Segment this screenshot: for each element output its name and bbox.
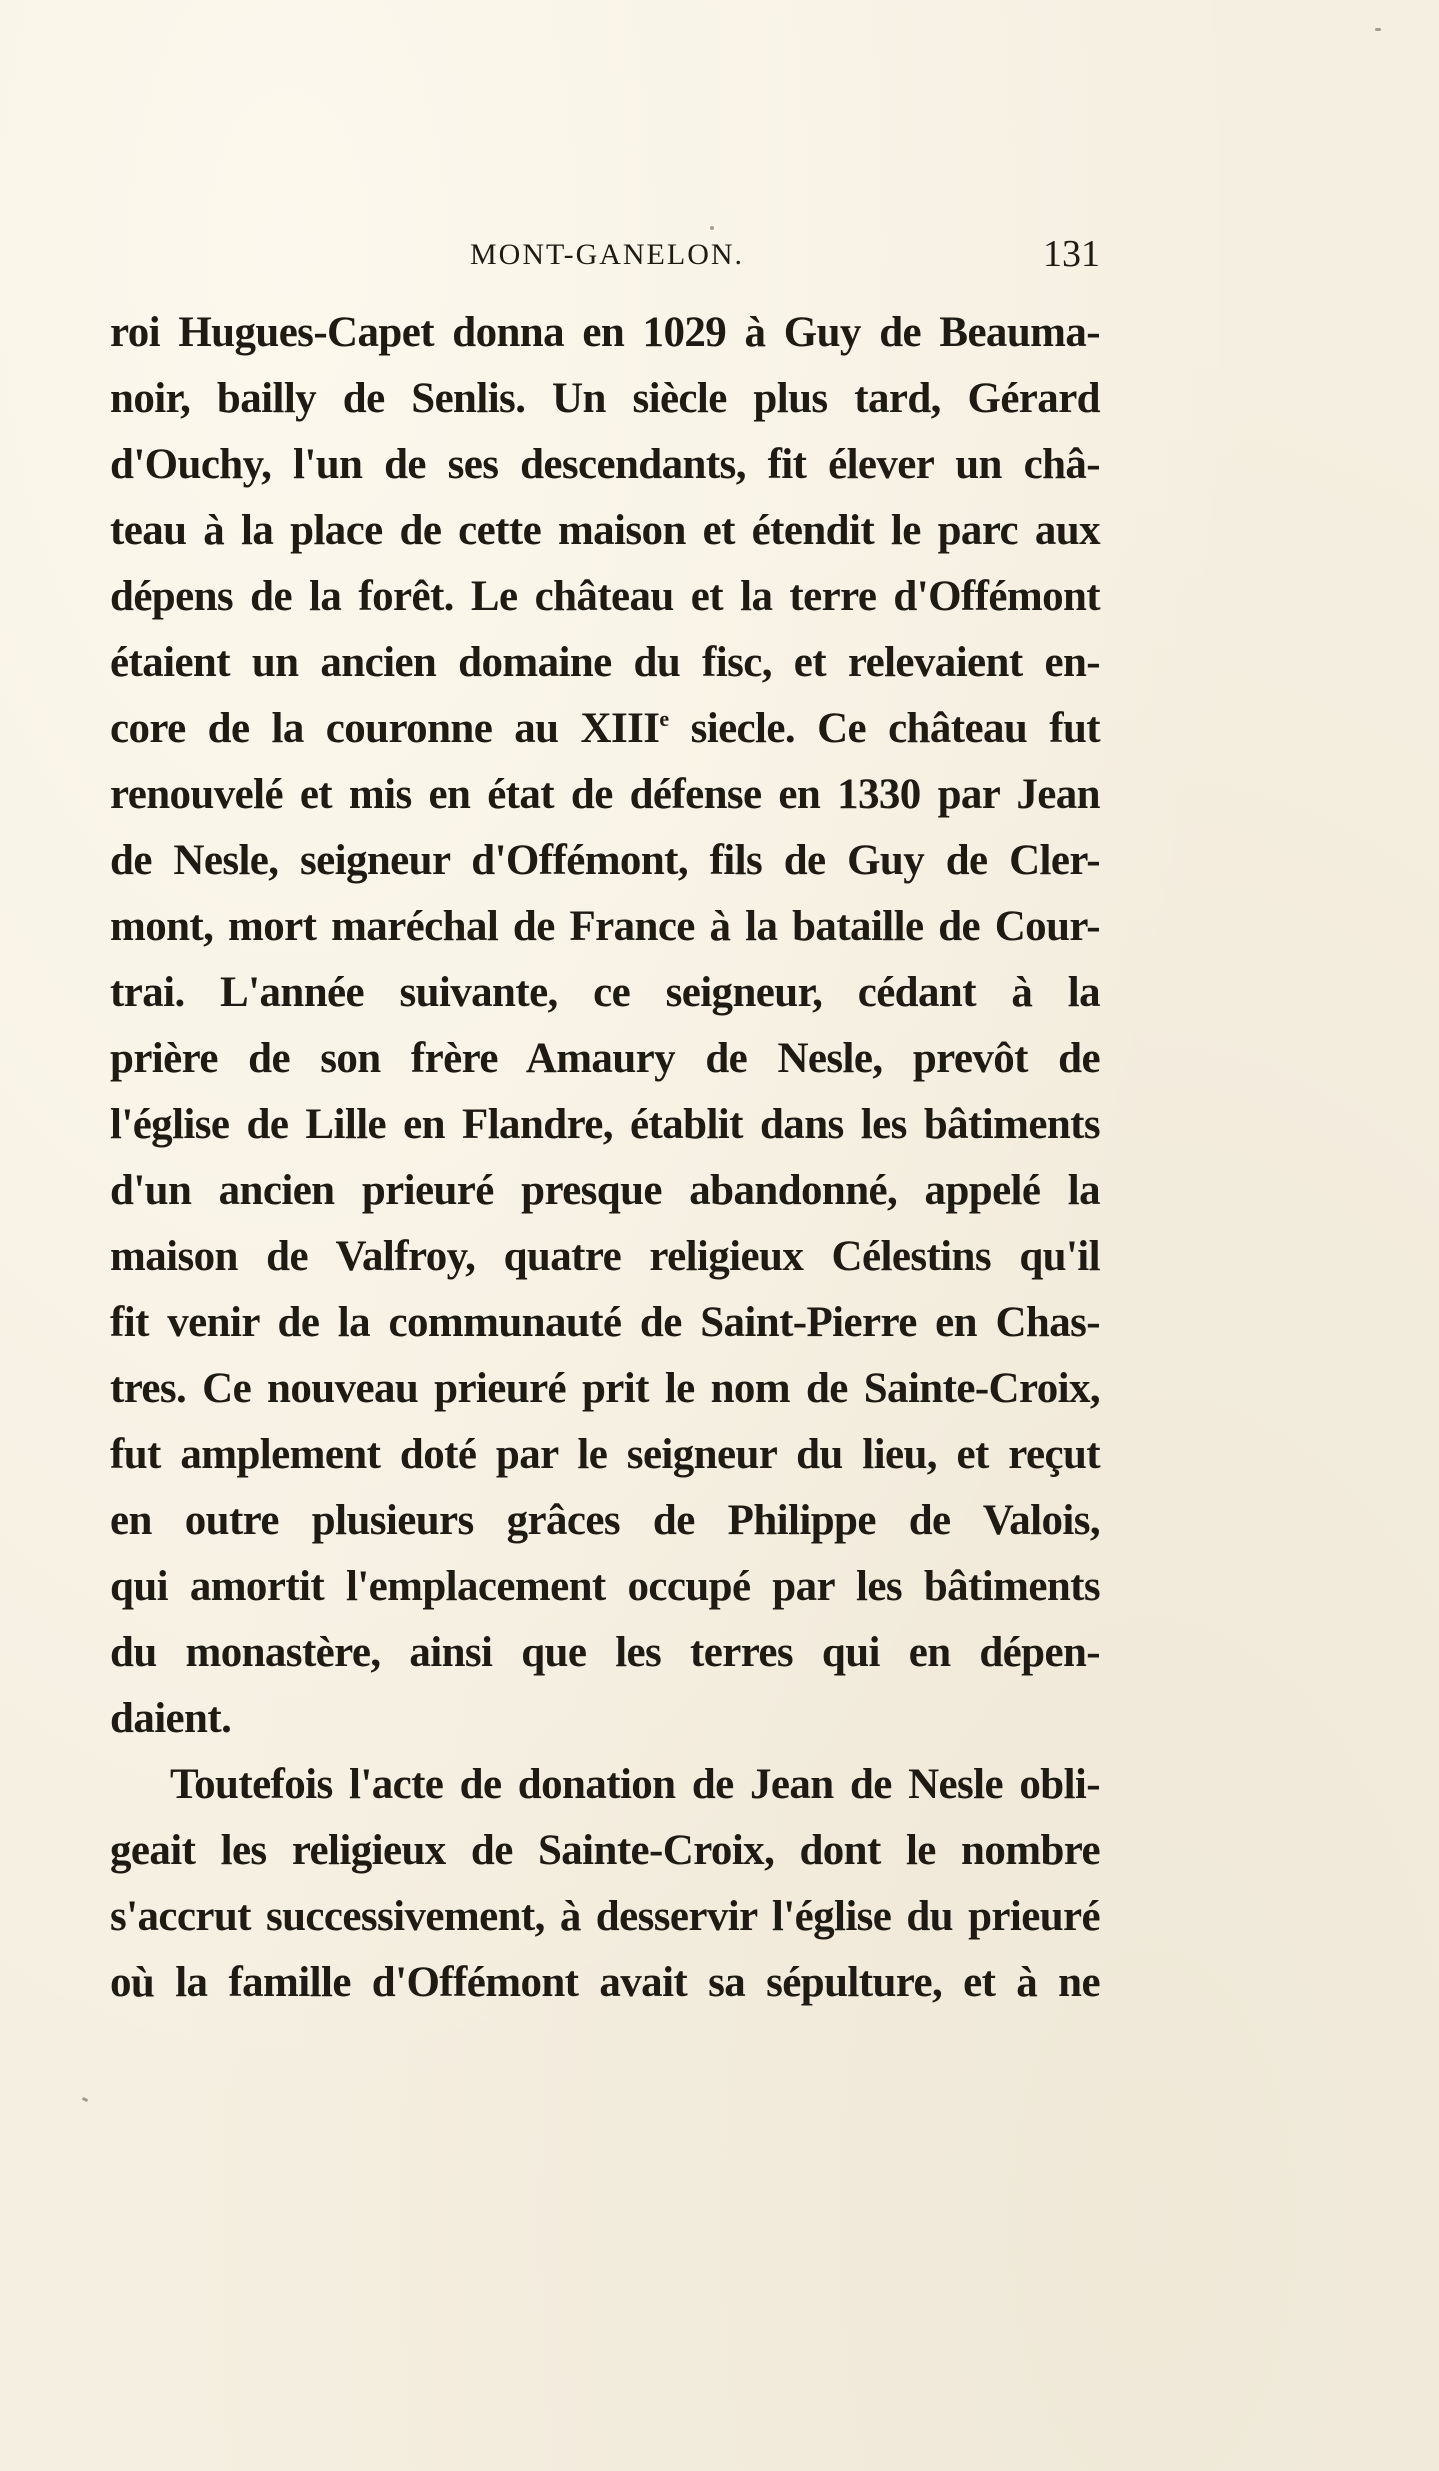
page-number: 131 (1043, 233, 1100, 275)
text-line: fit venir de la communauté de Saint-Pierre en Chas- (110, 1299, 1100, 1346)
century-superscript: e (659, 706, 669, 731)
text-line: tres. Ce nouveau prieuré prit le nom de Sainte-Croix, (110, 1365, 1100, 1412)
text-line: roi Hugues-Capet donna en 1029 à Guy de Beauma- (110, 309, 1100, 356)
text-line: s'accrut successivement, à desservir l'église du prieuré (110, 1893, 1100, 1940)
text-line: renouvelé et mis en état de défense en 1330 par Jean (110, 771, 1100, 818)
text-line: dépens de la forêt. Le château et la terre d'Offémont (110, 573, 1100, 620)
text-line: mont, mort maréchal de France à la bataille de Cour- (110, 903, 1100, 950)
paper-speck (82, 2097, 89, 2102)
text-line: noir, bailly de Senlis. Un siècle plus tard, Gérard (110, 375, 1100, 422)
text-line: étaient un ancien domaine du fisc, et relevaient en- (110, 639, 1100, 686)
text-line: d'Ouchy, l'un de ses descendants, fit élever un châ- (110, 441, 1100, 488)
text-line: d'un ancien prieuré presque abandonné, appelé la (110, 1167, 1100, 1214)
text-line: trai. L'année suivante, ce seigneur, cédant à la (110, 969, 1100, 1016)
text-line: l'église de Lille en Flandre, établit dans les bâtiments (110, 1101, 1100, 1148)
text-fragment: siecle. Ce château fut (668, 705, 1100, 752)
text-line: où la famille d'Offémont avait sa sépulture, et à ne (110, 1959, 1100, 2006)
paragraph-2 (110, 1752, 1100, 2016)
text-line: fut amplement doté par le seigneur du lieu, et reçut (110, 1431, 1100, 1478)
text-line: teau à la place de cette maison et étendit le parc aux (110, 507, 1100, 554)
text-line: du monastère, ainsi que les terres qui en dépen- (110, 1629, 1100, 1676)
running-header (110, 232, 1100, 292)
text-line: maison de Valfroy, quatre religieux Célestins qu'il (110, 1233, 1100, 1280)
paper-speck (710, 226, 714, 230)
text-line: en outre plusieurs grâces de Philippe de Valois, (110, 1497, 1100, 1544)
text-line: daient. (110, 1695, 232, 1742)
text-line-with-superscript (110, 696, 1100, 762)
text-line: Toutefois l'acte de donation de Jean de Nesle obli- (170, 1761, 1100, 1808)
text-line: de Nesle, seigneur d'Offémont, fils de Guy de Cler- (110, 837, 1100, 884)
paper-speck (1375, 28, 1381, 31)
text-line: prière de son frère Amaury de Nesle, prevôt de (110, 1035, 1100, 1082)
text-line: qui amortit l'emplacement occupé par les bâtiments (110, 1563, 1100, 1610)
body-text (110, 300, 1100, 2016)
paragraph-1 (110, 300, 1100, 1752)
running-title: MONT-GANELON. (470, 238, 745, 271)
text-fragment: core de la couronne au XIII (110, 705, 660, 752)
text-line: geait les religieux de Sainte-Croix, dont le nombre (110, 1827, 1100, 1874)
